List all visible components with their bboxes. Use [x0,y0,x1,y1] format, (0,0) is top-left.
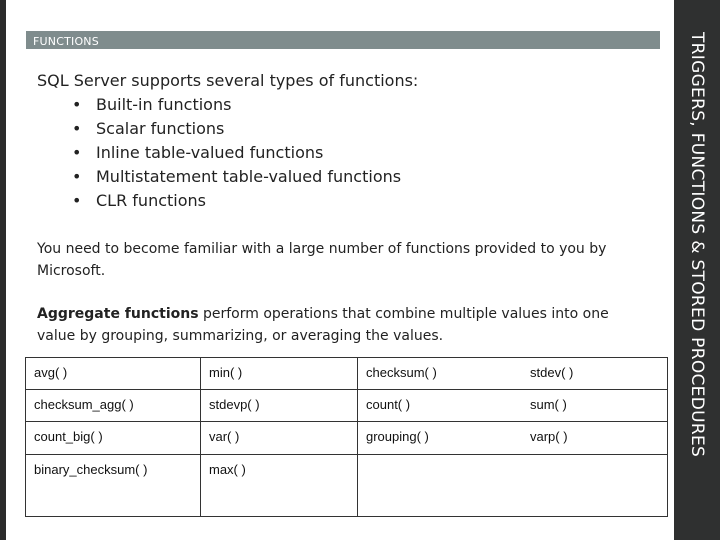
table-cell: grouping( ) [358,422,523,454]
table-cell: stdev( ) [522,358,668,390]
list-item: • Inline table-valued functions [72,141,657,165]
table-cell: varp( ) [522,422,668,454]
side-title: TRIGGERS, FUNCTIONS & STORED PROCEDURES [687,32,707,458]
aggregate-functions-paragraph [37,303,647,347]
list-item: • CLR functions [72,189,657,213]
function-type-list [37,93,657,213]
table-cell: avg( ) [26,358,201,390]
table-cell: max( ) [201,454,358,516]
table-cell [358,454,523,516]
side-title-panel [674,0,720,540]
left-edge-rule [0,0,6,540]
list-item: • Multistatement table-valued functions [72,165,657,189]
table-row [26,358,668,390]
aggregate-functions-term: Aggregate functions [37,306,199,322]
list-item: • Built-in functions [72,93,657,117]
table-row [26,454,668,516]
aggregate-functions-description: perform operations that combine multiple values into one value by grouping, summarizing, or averaging the values. [37,306,609,344]
intro-block [37,69,657,213]
list-item: • Scalar functions [72,117,657,141]
table-cell [522,454,668,516]
table-cell: min( ) [201,358,358,390]
table-cell: checksum_agg( ) [26,390,201,422]
table-row [26,422,668,454]
table-cell: count_big( ) [26,422,201,454]
aggregate-functions-table [25,357,668,517]
section-header-label: FUNCTIONS [33,35,99,48]
table-cell: count( ) [358,390,523,422]
table-row [26,390,668,422]
table-cell: binary_checksum( ) [26,454,201,516]
builtin-functions-paragraph: You need to become familiar with a large number of functions provided to you by Microsoft. [37,241,607,279]
section-header-bar [26,31,660,49]
table-cell: stdevp( ) [201,390,358,422]
table-cell: sum( ) [522,390,668,422]
table-cell: var( ) [201,422,358,454]
intro-lead: SQL Server supports several types of functions: [37,71,419,90]
table-cell: checksum( ) [358,358,523,390]
